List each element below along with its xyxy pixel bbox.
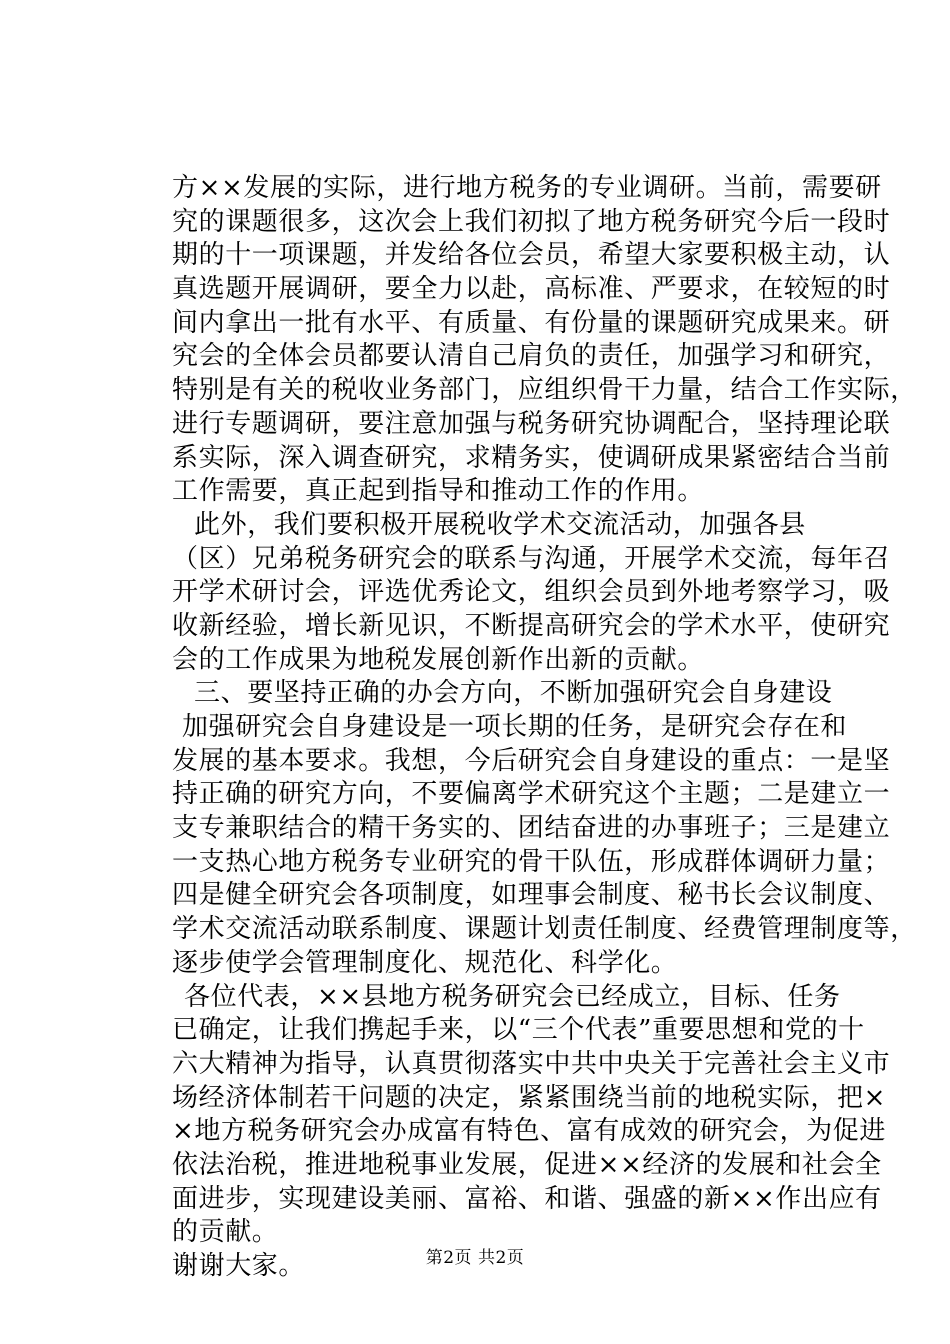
page-number-footer: 第2页 共2页 — [425, 1248, 525, 1268]
closing-line: 谢谢大家。 — [172, 1251, 306, 1281]
paragraph-start-line: 加强研究会自身建设是一项长期的任务，是研究会存在和 — [182, 712, 848, 742]
text-line: 真选题开展调研，要全力以赴，高标准、严要求，在较短的时 — [172, 274, 891, 305]
text-line: 的贡献。 — [172, 1217, 279, 1248]
paragraph-start-line: 各位代表，××县地方税务研究会已经成立，目标、任务 — [184, 981, 841, 1012]
text-line: 间内拿出一批有水平、有质量、有份量的课题研究成果来。研 — [172, 307, 891, 338]
text-line: 进行专题调研，要注意加强与税务研究协调配合，坚持理论联 — [172, 408, 891, 439]
text-line: 依法治税，推进地税事业发展，促进××经济的发展和社会全 — [172, 1149, 882, 1180]
text-line: 系实际，深入调查研究，求精务实，使调研成果紧密结合当前 — [172, 442, 891, 473]
document-body — [172, 172, 917, 1284]
text-line: 六大精神为指导，认真贯彻落实中共中央关于完善社会主义市 — [172, 1048, 891, 1079]
text-line: 特别是有关的税收业务部门，应组织骨干力量，结合工作实际， — [172, 375, 917, 406]
section-heading: 三、要坚持正确的办会方向，不断加强研究会自身建设 — [194, 678, 833, 709]
paragraph-start-line: 此外，我们要积极开展税收学术交流活动，加强各县 — [194, 509, 806, 540]
text-line: 一支热心地方税务专业研究的骨干队伍，形成群体调研力量； — [172, 846, 891, 877]
text-line: 四是健全研究会各项制度，如理事会制度、秘书长会议制度、 — [172, 880, 891, 911]
text-line: 开学术研讨会，评选优秀论文，组织会员到外地考察学习，吸 — [172, 577, 891, 608]
text-line: 究的课题很多，这次会上我们初拟了地方税务研究今后一段时 — [172, 206, 891, 237]
text-line: 究会的全体会员都要认清自己肩负的责任，加强学习和研究， — [172, 341, 891, 372]
text-line: 收新经验，增长新见识，不断提高研究会的学术水平，使研究 — [172, 610, 891, 641]
text-line: ×地方税务研究会办成富有特色、富有成效的研究会，为促进 — [172, 1116, 886, 1147]
text-line: 场经济体制若干问题的决定，紧紧围绕当前的地税实际，把× — [172, 1082, 886, 1113]
text-line: 工作需要，真正起到指导和推动工作的作用。 — [172, 476, 705, 507]
text-line: 面进步，实现建设美丽、富裕、和谐、强盛的新××作出应有 — [172, 1183, 882, 1214]
text-line: 逐步使学会管理制度化、规范化、科学化。 — [172, 947, 678, 978]
text-line: 已确定，让我们携起手来，以“三个代表”重要思想和党的十 — [172, 1015, 865, 1046]
text-line: 发展的基本要求。我想，今后研究会自身建设的重点：一是坚 — [172, 745, 891, 776]
text-line: 支专兼职结合的精干务实的、团结奋进的办事班子；三是建立 — [172, 813, 891, 844]
text-line: 持正确的研究方向，不要偏离学术研究这个主题；二是建立一 — [172, 779, 891, 810]
text-line: 学术交流活动联系制度、课题计划责任制度、经费管理制度等， — [172, 914, 917, 945]
text-line: 方××发展的实际，进行地方税务的专业调研。当前，需要研 — [172, 173, 882, 203]
text-line: 会的工作成果为地税发展创新作出新的贡献。 — [172, 644, 705, 675]
text-line: （区）兄弟税务研究会的联系与沟通，开展学术交流，每年召 — [172, 543, 891, 574]
text-line: 期的十一项课题，并发给各位会员，希望大家要积极主动，认 — [172, 240, 891, 271]
